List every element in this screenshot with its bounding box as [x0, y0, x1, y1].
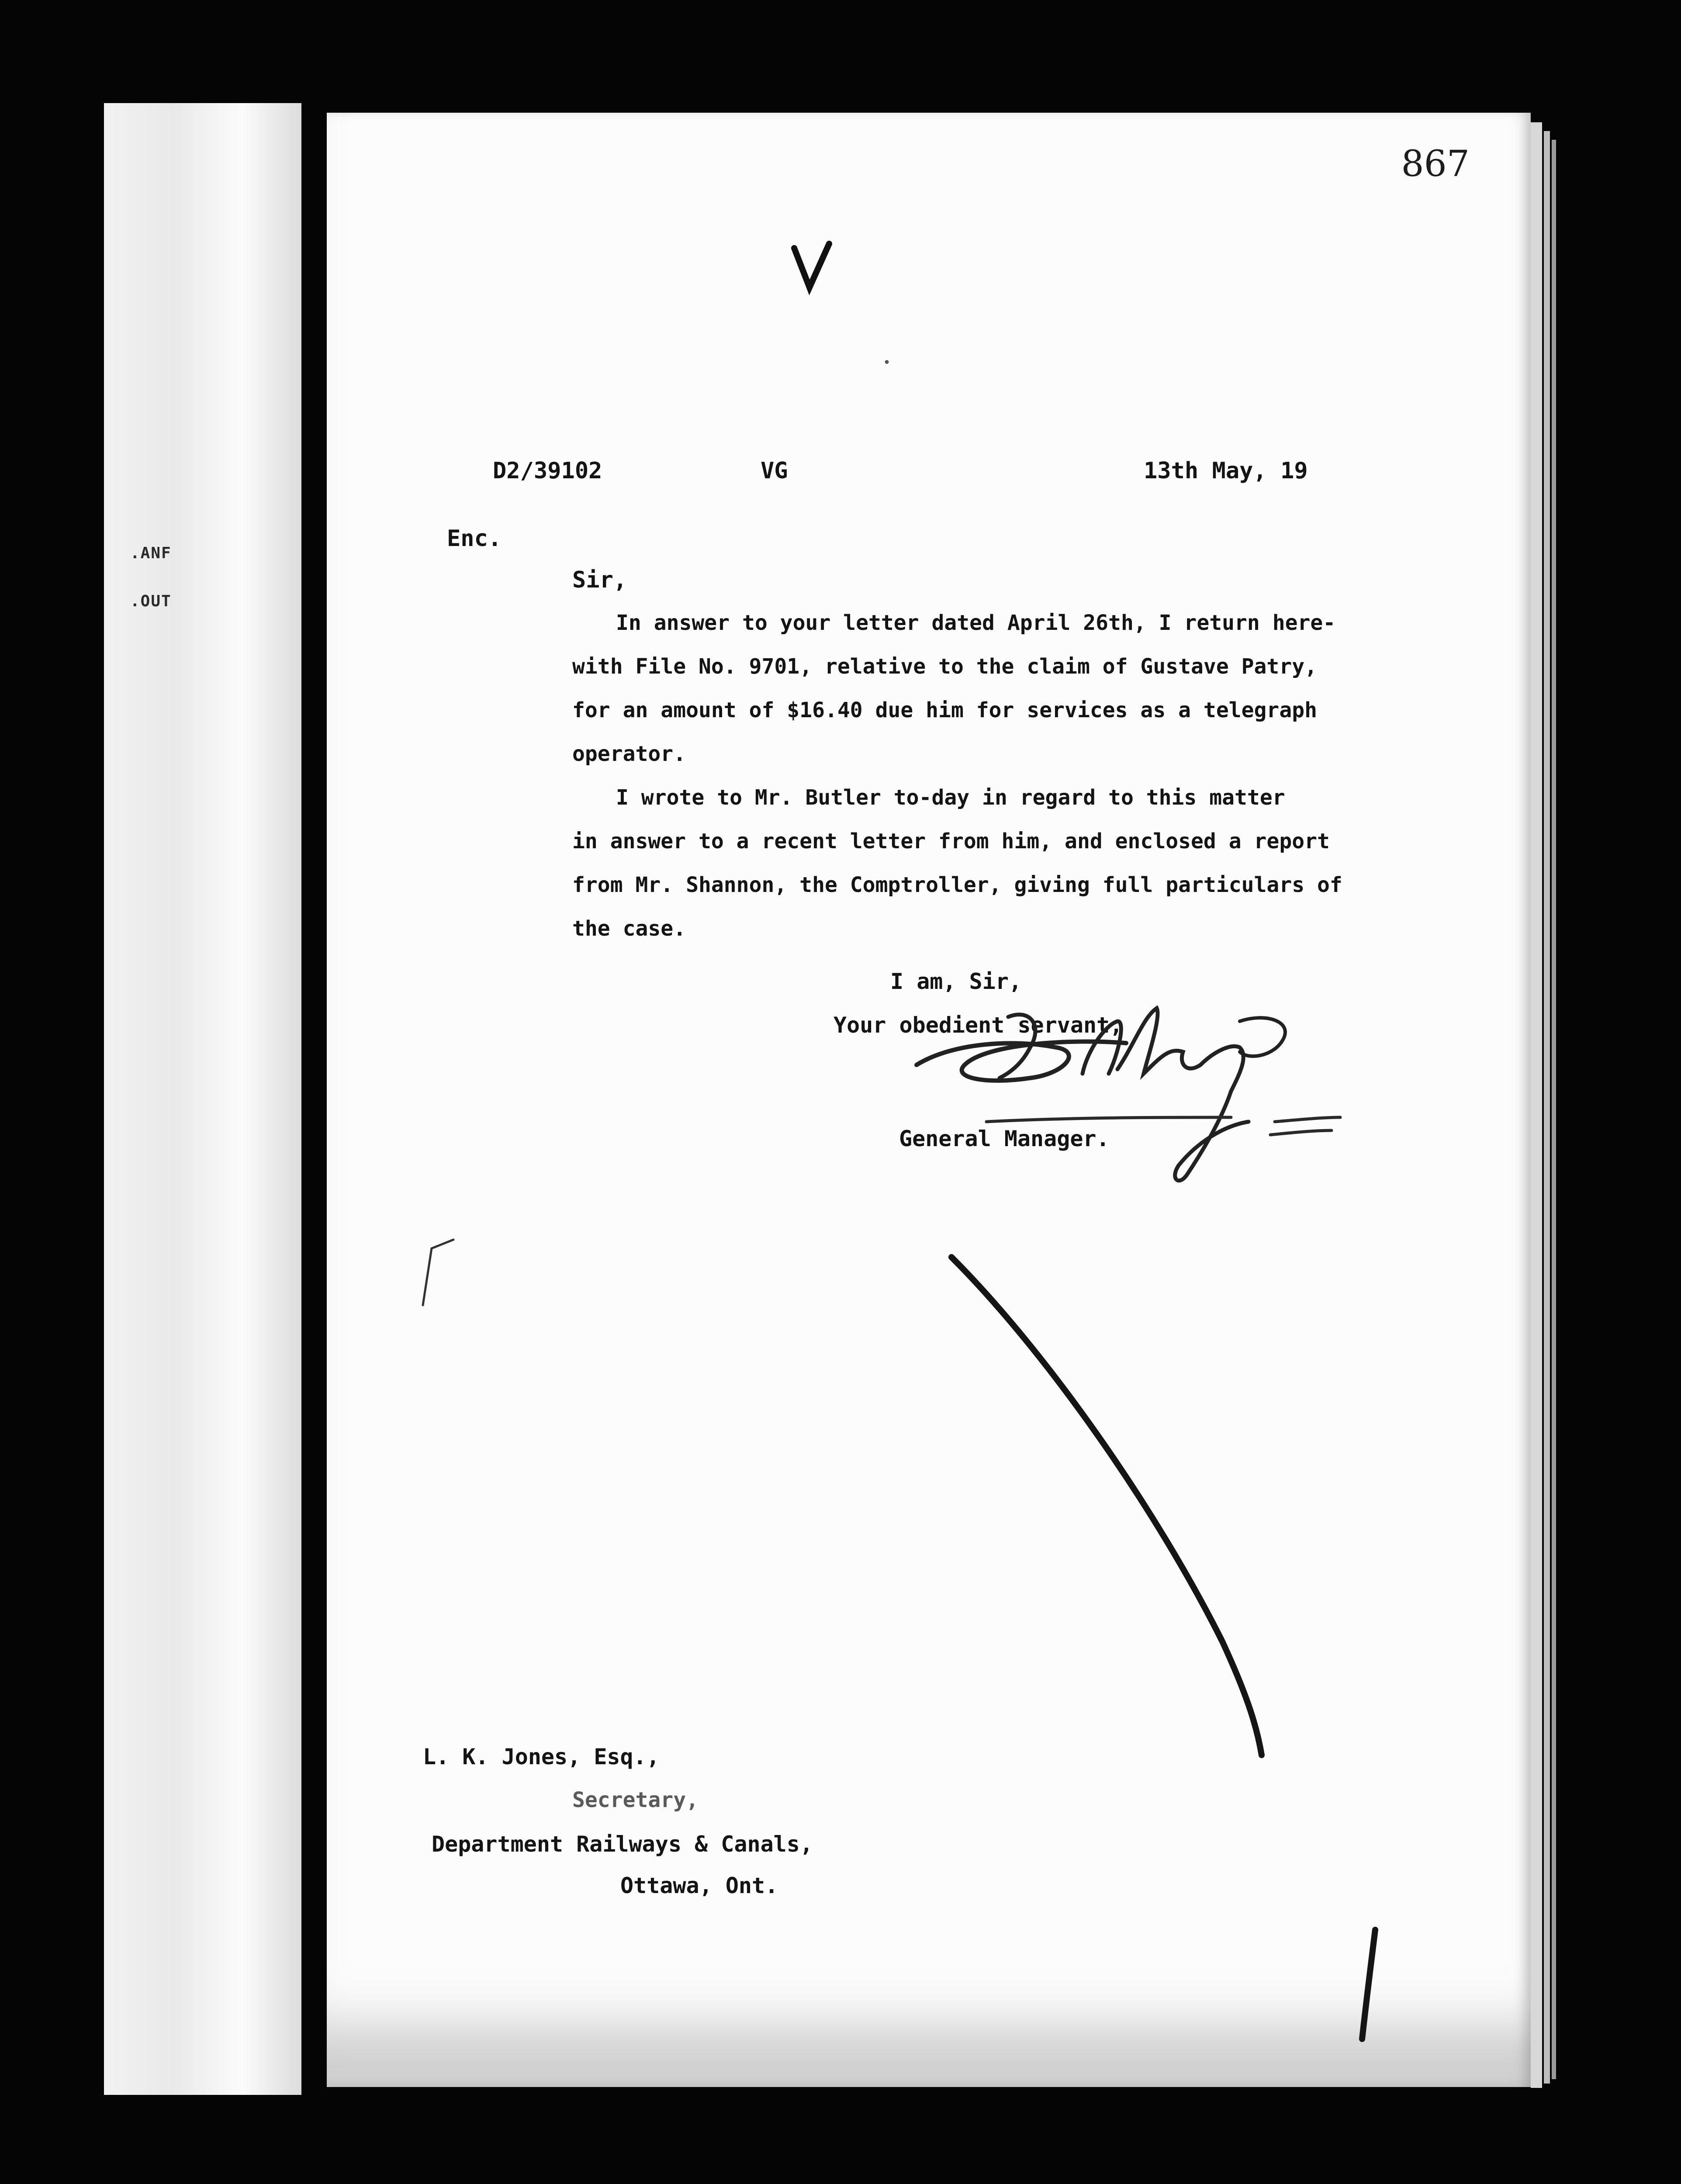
body-line: I wrote to Mr. Butler to-day in regard to this matter [616, 785, 1285, 810]
reference-initials: VG [761, 458, 788, 484]
addressee-city: Ottawa, Ont. [620, 1873, 778, 1898]
page-stack-edge [1544, 131, 1550, 2084]
handwritten-signature [899, 991, 1345, 1192]
body-line: the case. [572, 916, 686, 941]
addressee-department: Department Railways & Canals, [432, 1832, 813, 1857]
addressee-name: L. K. Jones, Esq., [423, 1744, 660, 1769]
body-line: for an amount of $16.40 due him for services as a telegraph [572, 698, 1318, 722]
signatory-title: General Manager. [899, 1126, 1110, 1151]
margin-fragment-2: .OUT [130, 592, 172, 610]
pencil-mark [785, 239, 838, 296]
letter-page [327, 113, 1531, 2087]
addressee-title: Secretary, [572, 1788, 699, 1812]
body-line: In answer to your letter dated April 26th, I return here- [616, 611, 1336, 635]
body-line: in answer to a recent letter from him, and enclosed a report [572, 829, 1330, 854]
page-stack-edge [1552, 140, 1556, 2079]
adjacent-page-strip [104, 103, 301, 2095]
enclosure-label: Enc. [447, 525, 502, 552]
speck-mark: • [883, 355, 891, 370]
pencil-stroke [938, 1248, 1419, 2078]
body-line: operator. [572, 742, 686, 766]
corner-mark [414, 1231, 462, 1314]
letter-date: 13th May, 19 [1144, 458, 1308, 484]
body-line: from Mr. Shannon, the Comptroller, giving full particulars of [572, 873, 1342, 897]
margin-fragment-1: .ANF [130, 544, 172, 562]
page-stack-edge [1531, 122, 1542, 2088]
body-line: with File No. 9701, relative to the claim of Gustave Patry, [572, 654, 1318, 679]
reference-number: D2/39102 [493, 458, 602, 484]
closing-line: Your obedient servant, [834, 1013, 1123, 1038]
salutation: Sir, [572, 567, 627, 593]
page-number: 867 [1401, 143, 1470, 185]
closing-line: I am, Sir, [890, 969, 1022, 994]
